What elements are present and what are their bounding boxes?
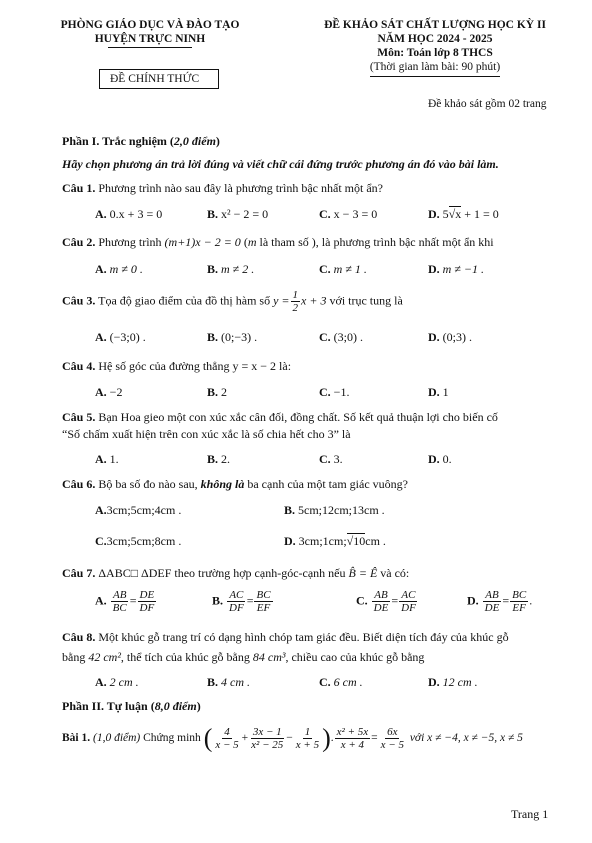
q7-option-d: D. $\frac{AB}{DE}$ = $\frac{BC}{EF}$ . [467,589,533,614]
q8-option-c: C. 6 cm . [319,675,363,689]
question-2: Câu 2. Phương trình (m+1)x − 2 = 0 (m là tham số ), là phương trình bậc nhất một ẩn khi [62,235,494,249]
question-4: Câu 4. Hệ số góc của đường thẳng y = x − 2 là: [62,359,292,373]
q8-option-d: D. 12 cm . [428,675,478,689]
pages-note: Đề khảo sát gồm 02 trang [428,98,547,110]
exercise-1: Bài 1. (1,0 điểm) Chứng minh ( $\frac{4}{x - 5}$ + $\frac{3x - 1}{\text{x² − 25}}$ − $\frac{1}{x + 5}$ ). $\frac{\text{x² + 5x}}{x + 4}$ = $\frac{6x}{x - 5}$ với x ≠ −4, x ≠ −5, x ≠ 5 [62,723,523,753]
part1-instruction: Hãy chọn phương án trả lời đúng và viết chữ cái đứng trước phương án đó vào bài làm. [62,157,499,171]
part2-title: Phần II. Tự luận (8,0 điểm) [62,699,201,713]
exam-title: ĐỀ KHẢO SÁT CHẤT LƯỢNG HỌC KỲ II [324,19,546,31]
question-8-line2: bằng 42 cm², thể tích của khúc gỗ bằng 84 cm³, chiều cao của khúc gỗ bằng [62,650,425,664]
department-name: PHÒNG GIÁO DỤC VÀ ĐÀO TẠO [60,19,240,31]
q5-option-c: C. 3. [319,452,343,466]
q2-option-a: A. m ≠ 0 . [95,262,143,276]
q3-option-a: A. (−3;0) . [95,330,146,344]
q6-option-c: C.3cm;5cm;8cm . [95,534,182,548]
question-6: Câu 6. Bộ ba số đo nào sau, không là ba cạnh của một tam giác vuông? [62,477,408,491]
page-number: Trang 1 [511,807,549,821]
q2-option-b: B. m ≠ 2 . [207,262,255,276]
question-8: Câu 8. Một khúc gỗ trang trí có dạng hình chóp tam giác đều. Biết diện tích đáy của khúc gỗ [62,630,509,644]
q6-option-a: A.3cm;5cm;4cm . [95,503,182,517]
q8-option-b: B. 4 cm . [207,675,251,689]
q2-option-d: D. m ≠ −1 . [428,262,485,276]
divider [370,76,500,77]
subject: Môn: Toán lớp 8 THCS [377,47,493,59]
school-year: NĂM HỌC 2024 - 2025 [377,33,493,45]
q1-option-c: C. x − 3 = 0 [319,207,378,221]
q4-option-d: D. 1 [428,385,449,399]
official-badge: ĐỀ CHÍNH THỨC [99,69,219,89]
q1-option-a: A. 0.x + 3 = 0 [95,207,163,221]
q1-option-d: D. 5√x + 1 = 0 [428,207,499,221]
divider [108,47,192,48]
q3-option-c: C. (3;0) . [319,330,363,344]
q3-option-b: B. (0;−3) . [207,330,258,344]
q2-option-c: C. m ≠ 1 . [319,262,367,276]
q7-option-b: B. $\frac{AC}{DF}$ = $\frac{BC}{EF}$ [212,589,271,614]
q5-option-a: A. 1. [95,452,119,466]
q7-option-c: C. $\frac{AB}{DE}$ = $\frac{AC}{DF}$ [356,589,416,614]
question-3: Câu 3. Tọa độ giao điểm của đồ thị hàm số y = $\frac{1}{2}$ x + 3 với trục tung là [62,289,403,314]
q4-option-c: C. −1. [319,385,350,399]
q6-option-d: D. 3cm;1cm;√10cm . [284,534,386,548]
q4-option-b: B. 2 [207,385,228,399]
q4-option-a: A. −2 [95,385,123,399]
question-7: Câu 7. ΔABC□ ΔDEF theo trường hợp cạnh-góc-cạnh nếu B̂ = Ê và có: [62,566,410,580]
question-5: Câu 5. Bạn Hoa gieo một con xúc xắc cân đối, đồng chất. Số kết quả thuận lợi cho biến cố [62,410,498,424]
q3-option-d: D. (0;3) . [428,330,472,344]
q1-option-b: B. x² − 2 = 0 [207,207,269,221]
duration: (Thời gian làm bài: 90 phút) [369,61,501,73]
part1-title: Phần I. Trắc nghiệm (2,0 điểm) [62,134,220,148]
district-name: HUYỆN TRỰC NINH [94,33,206,45]
question-5-line2: “Số chấm xuất hiện trên con xúc xắc là số chia hết cho 3” là [62,427,351,441]
q7-option-a: A. $\frac{AB}{BC}$ = $\frac{DE}{DF}$ [95,589,155,614]
q8-option-a: A. 2 cm . [95,675,139,689]
q5-option-b: B. 2. [207,452,231,466]
question-1: Câu 1. Phương trình nào sau đây là phương trình bậc nhất một ẩn? [62,181,383,195]
q5-option-d: D. 0. [428,452,452,466]
q6-option-b: B. 5cm;12cm;13cm . [284,503,385,517]
